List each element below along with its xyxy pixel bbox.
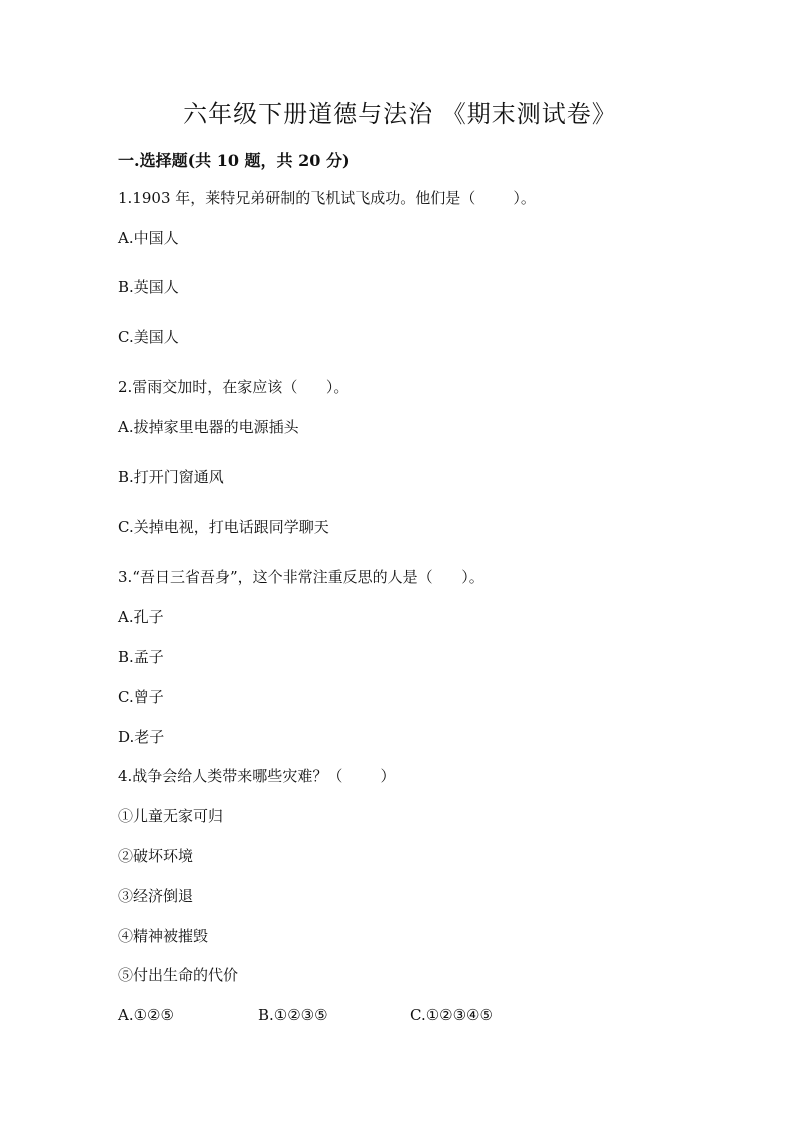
question-4-option-b: B.①②③⑤ — [258, 1006, 328, 1024]
page-title: 六年级下册道德与法治 《期末测试卷》 — [183, 100, 617, 128]
question-4-item-2: ②破坏环境 — [118, 847, 194, 865]
question-3-option-c: C.曾子 — [118, 688, 164, 706]
question-1-option-b: B.英国人 — [118, 278, 179, 296]
question-3-option-d: D.老子 — [118, 728, 165, 746]
question-4-option-a: A.①②⑤ — [118, 1006, 174, 1024]
question-4-item-1: ①儿童无家可归 — [118, 807, 224, 825]
question-1-option-a: A.中国人 — [118, 229, 179, 247]
question-4-item-4: ④精神被摧毁 — [118, 927, 209, 945]
question-4-stem: 4.战争会给人类带来哪些灾难？（ ） — [118, 767, 396, 785]
question-2-option-b: B.打开门窗通风 — [118, 468, 224, 486]
question-2-stem: 2.雷雨交加时，在家应该（ ）。 — [118, 378, 349, 396]
question-3-stem: 3.“吾日三省吾身”，这个非常注重反思的人是（ ）。 — [118, 568, 484, 586]
question-1-stem: 1.1903 年，莱特兄弟研制的飞机试飞成功。他们是（ ）。 — [118, 189, 536, 207]
question-2-option-c: C.关掉电视，打电话跟同学聊天 — [118, 518, 329, 536]
question-3-option-a: A.孔子 — [118, 608, 164, 626]
question-3-option-b: B.孟子 — [118, 648, 164, 666]
question-1-option-c: C.美国人 — [118, 328, 179, 346]
question-2-option-a: A.拔掉家里电器的电源插头 — [118, 418, 299, 436]
question-4-item-5: ⑤付出生命的代价 — [118, 966, 239, 984]
question-4-option-c: C.①②③④⑤ — [410, 1006, 493, 1024]
section-heading: 一.选择题(共 10 题，共 20 分) — [118, 151, 350, 170]
question-4-item-3: ③经济倒退 — [118, 887, 194, 905]
